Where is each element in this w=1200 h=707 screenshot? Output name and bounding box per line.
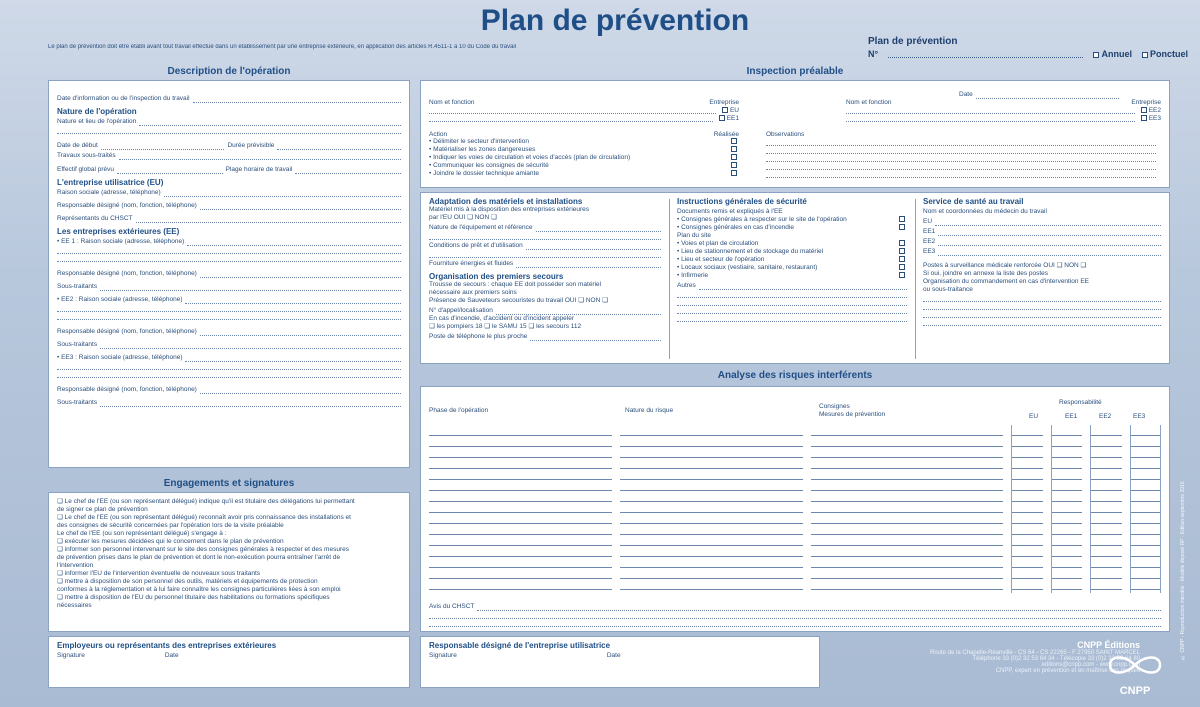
telephone-field[interactable] bbox=[429, 331, 661, 341]
instruction-item[interactable] bbox=[677, 264, 907, 272]
cnpp-web: editions@cnpp.com - www.cnpp.com bbox=[1041, 662, 1140, 668]
engagement-line: l'intervention bbox=[57, 562, 94, 569]
cnpp-address: Route de la Chapelle-Réanville - CS 64 - CS 22265 - F 27950 SAINT MARCEL bbox=[930, 650, 1140, 656]
appel-label: N° d'appel/localisation bbox=[429, 307, 493, 314]
date-eu-field[interactable]: Date bbox=[606, 652, 621, 659]
ee1-field[interactable] bbox=[57, 236, 401, 246]
annuel-checkbox[interactable] bbox=[1093, 52, 1099, 58]
action-item[interactable] bbox=[429, 170, 739, 178]
sante-ee2-label: EE2 bbox=[923, 238, 936, 245]
risques-header bbox=[429, 391, 1161, 425]
dots bbox=[516, 261, 661, 268]
ee3-label: • EE3 : Raison sociale (adresse, téléphone) bbox=[57, 354, 183, 361]
instruction-checkbox[interactable] bbox=[899, 224, 905, 230]
dotted-line[interactable] bbox=[429, 232, 661, 240]
signature-eu-field[interactable]: Signature bbox=[429, 652, 457, 659]
dots bbox=[119, 153, 401, 160]
plan-label: Plan de prévention bbox=[868, 36, 958, 47]
phase-column[interactable] bbox=[429, 425, 612, 593]
dots bbox=[526, 243, 661, 250]
instructions-title: Instructions générales de sécurité bbox=[677, 197, 807, 206]
eu-responsable-field[interactable] bbox=[57, 200, 401, 210]
dotted-line[interactable] bbox=[923, 318, 1161, 326]
secours-oui-non[interactable]: Présence de Sauveteurs secouristes du travail OUI ❑ NON ❑ bbox=[429, 297, 608, 304]
engagement-line: de prévention prises dans le plan de prévention et dont le non-exécution pourra entraîner l'arrêt de bbox=[57, 554, 341, 561]
ee1-checkbox[interactable] bbox=[719, 115, 725, 121]
nom-fonction-line-3[interactable] bbox=[846, 106, 1135, 114]
instruction-checkbox[interactable] bbox=[899, 240, 905, 246]
ee2-label: EE2 bbox=[1148, 107, 1161, 114]
sante-eu-field[interactable] bbox=[923, 216, 1161, 226]
instruction-checkbox[interactable] bbox=[899, 248, 905, 254]
dots bbox=[295, 167, 401, 174]
signature-ee-panel bbox=[48, 636, 410, 688]
dots bbox=[477, 604, 1161, 611]
engagement-line: conformes à la réglementation et à lui faire connaître les consignes particulières liées à son emploi bbox=[57, 586, 341, 593]
dots bbox=[193, 96, 401, 103]
materiels-oui-non[interactable]: par l'EU OUI ❑ NON ❑ bbox=[429, 214, 497, 221]
date-debut-row[interactable] bbox=[57, 140, 401, 150]
instruction-text: • Consignes générales à respecter sur le site de l'opération bbox=[677, 216, 847, 223]
dotted-line[interactable] bbox=[57, 312, 401, 320]
col-ee1-header: EE1 bbox=[1065, 413, 1078, 420]
conditions-field[interactable] bbox=[429, 240, 661, 250]
instruction-checkbox[interactable] bbox=[899, 216, 905, 222]
risques-panel bbox=[420, 386, 1170, 632]
dots bbox=[938, 239, 1161, 246]
materiels-text: Matériel mis à la disposition des entreprises extérieures bbox=[429, 206, 590, 213]
description-title: Description de l'opération bbox=[167, 66, 291, 77]
dots bbox=[101, 143, 225, 150]
ee2-label: • EE2 : Raison sociale (adresse, téléphone) bbox=[57, 296, 183, 303]
observations-line[interactable] bbox=[766, 146, 1156, 154]
consignes-header: Consignes bbox=[819, 403, 850, 410]
annuel-option[interactable] bbox=[1093, 49, 1132, 59]
sous-traitants-label: Sous-traitants bbox=[57, 283, 98, 290]
dots bbox=[530, 334, 661, 341]
dots bbox=[164, 190, 401, 197]
mesures-column[interactable] bbox=[811, 425, 1004, 593]
dots bbox=[100, 284, 401, 291]
action-checkbox[interactable] bbox=[731, 154, 737, 160]
equipement-label: Nature de l'équipement et référence bbox=[429, 224, 533, 231]
conditions-label: Conditions de prêt et d'utilisation bbox=[429, 242, 523, 249]
dotted-line[interactable] bbox=[923, 310, 1161, 318]
instruction-text: • Voies et plan de circulation bbox=[677, 240, 759, 247]
effectif-label: Effectif global prévu bbox=[57, 166, 114, 173]
ee1-responsable-field[interactable] bbox=[57, 268, 401, 278]
nom-fonction-line-1[interactable] bbox=[429, 106, 716, 114]
materiels-block bbox=[429, 197, 661, 341]
fourniture-field[interactable] bbox=[429, 258, 661, 268]
sante-ee1-label: EE1 bbox=[923, 228, 936, 235]
eu-label: EU bbox=[729, 107, 739, 114]
responsable-eu-title: Responsable désigné de l'entreprise utilisatrice bbox=[429, 641, 611, 650]
engagement-line[interactable]: ❑ informer l'EU de l'intervention éventuelle de nouveaux sous traitants bbox=[57, 570, 261, 577]
cnpp-phone: Téléphone 33 (0)2 32 53 64 34 - Télécopie 33 (0)2 32 53 64 80 bbox=[972, 656, 1140, 662]
ee2-checkbox[interactable] bbox=[1141, 107, 1147, 113]
signature-ee-field[interactable]: Signature bbox=[57, 652, 85, 659]
dots bbox=[938, 229, 1161, 236]
page-title: Plan de prévention bbox=[480, 4, 750, 37]
plan-site-label: Plan du site bbox=[677, 232, 711, 239]
ponctuel-checkbox[interactable] bbox=[1142, 52, 1148, 58]
instruction-item[interactable] bbox=[677, 248, 907, 256]
cnpp-name: CNPP Éditions bbox=[1077, 640, 1140, 650]
instruction-text: • Lieu et secteur de l'opération bbox=[677, 256, 765, 263]
ee2-field[interactable] bbox=[57, 294, 401, 304]
dotted-line[interactable] bbox=[57, 362, 401, 370]
instruction-text: • Locaux sociaux (vestiaire, sanitaire, restaurant) bbox=[677, 264, 818, 271]
dotted-line[interactable] bbox=[429, 619, 1161, 627]
dots bbox=[200, 203, 401, 210]
ee3-field[interactable] bbox=[57, 352, 401, 362]
instruction-item[interactable] bbox=[677, 256, 907, 264]
ee3-column[interactable] bbox=[1130, 425, 1161, 593]
inspection-right-block bbox=[846, 99, 1161, 122]
chsct-label: Représentants du CHSCT bbox=[57, 215, 133, 222]
avis-chsct-label: Avis du CHSCT bbox=[429, 603, 475, 610]
observations-line[interactable] bbox=[766, 162, 1156, 170]
travaux-label: Travaux sous-traités bbox=[57, 152, 116, 159]
dots bbox=[938, 249, 1161, 256]
middle-panel bbox=[420, 192, 1170, 364]
observations-line[interactable] bbox=[766, 138, 1156, 146]
secours-options[interactable]: ❑ les pompiers 18 ❑ le SAMU 15 ❑ les secours 112 bbox=[429, 323, 582, 330]
dotted-line[interactable] bbox=[429, 611, 1161, 619]
eu-option[interactable] bbox=[722, 107, 739, 114]
dots bbox=[496, 308, 661, 315]
mesures-header: Mesures de prévention bbox=[819, 411, 886, 418]
instruction-item[interactable] bbox=[677, 224, 907, 232]
eu-column[interactable] bbox=[1011, 425, 1042, 593]
actions-block bbox=[429, 131, 739, 178]
ee3-sous-traitants-field[interactable] bbox=[57, 397, 401, 407]
engagements-panel bbox=[48, 492, 410, 632]
sante-ee2-field[interactable] bbox=[923, 236, 1161, 246]
dots bbox=[699, 283, 907, 290]
ee1-column[interactable] bbox=[1051, 425, 1082, 593]
instruction-text: • Consignes générales en cas d'incendie bbox=[677, 224, 794, 231]
ee1-sous-traitants-field[interactable] bbox=[57, 281, 401, 291]
dotted-line[interactable] bbox=[57, 254, 401, 262]
description-panel bbox=[48, 80, 410, 468]
engagement-line[interactable]: ❑ mettre à disposition de l'EU du personnel titulaire des habilitations ou formations spécifiques bbox=[57, 594, 330, 601]
dots bbox=[100, 342, 401, 349]
dots bbox=[935, 219, 1161, 226]
instruction-checkbox[interactable] bbox=[899, 272, 905, 278]
ee3-option[interactable] bbox=[1141, 115, 1161, 122]
dots bbox=[139, 119, 401, 126]
telephone-label: Poste de téléphone le plus proche bbox=[429, 333, 528, 340]
appel-field[interactable] bbox=[429, 305, 661, 315]
dots bbox=[136, 216, 401, 223]
eu-title: L'entreprise utilisatrice (EU) bbox=[57, 178, 164, 187]
ee1-label: • EE 1 : Raison sociale (adresse, téléphone) bbox=[57, 238, 185, 245]
dots bbox=[277, 143, 401, 150]
dotted-line[interactable] bbox=[923, 302, 1161, 310]
effectif-row[interactable] bbox=[57, 164, 401, 174]
equipement-field[interactable] bbox=[429, 222, 661, 232]
fourniture-label: Fourniture énergies et fluides bbox=[429, 260, 514, 267]
observations-block bbox=[766, 131, 1156, 178]
annuel-label: Annuel bbox=[1101, 49, 1132, 59]
ee2-responsable-field[interactable] bbox=[57, 326, 401, 336]
ee2-sous-traitants-field[interactable] bbox=[57, 339, 401, 349]
autres-field[interactable] bbox=[677, 280, 907, 290]
eu-checkbox[interactable] bbox=[722, 107, 728, 113]
ee3-label: EE3 bbox=[1148, 115, 1161, 122]
divider bbox=[915, 199, 916, 359]
eu-raison-field[interactable] bbox=[57, 187, 401, 197]
ee1-option[interactable] bbox=[719, 115, 739, 122]
engagement-line[interactable]: ❑ informer son personnel intervenant sur le site des consignes générales à respecter et des mesures bbox=[57, 546, 349, 553]
dots bbox=[187, 239, 401, 246]
dotted-line[interactable] bbox=[677, 314, 907, 322]
dots bbox=[200, 271, 401, 278]
action-text: • Communiquer les consignes de sécurité bbox=[429, 162, 549, 169]
engagement-line: de signer ce plan de prévention bbox=[57, 506, 148, 513]
dots bbox=[536, 225, 662, 232]
documents-label: Documents remis et expliqués à l'EE bbox=[677, 208, 783, 215]
instruction-checkbox[interactable] bbox=[899, 256, 905, 262]
observations-line[interactable] bbox=[766, 154, 1156, 162]
instruction-item[interactable] bbox=[677, 216, 907, 224]
eu-responsable-label: Responsable désigné (nom, fonction, téléphone) bbox=[57, 202, 197, 209]
instructions-block bbox=[677, 197, 907, 322]
nom-fonction-line-4[interactable] bbox=[846, 114, 1135, 122]
responsabilite-header: Responsabilité bbox=[1059, 399, 1102, 406]
col-eu-header: EU bbox=[1029, 413, 1039, 420]
divider bbox=[669, 199, 670, 359]
dotted-line[interactable] bbox=[677, 306, 907, 314]
sante-eu-label: EU bbox=[923, 218, 933, 225]
dotted-line[interactable] bbox=[429, 250, 661, 258]
inspection-panel bbox=[420, 80, 1170, 188]
chsct-field[interactable] bbox=[57, 213, 401, 223]
si-oui-text: Si oui, joindre en annexe la liste des postes bbox=[923, 270, 1049, 277]
dotted-line[interactable] bbox=[57, 304, 401, 312]
date-ee-field[interactable]: Date bbox=[164, 652, 179, 659]
no-label: N° bbox=[868, 49, 879, 59]
dots bbox=[185, 297, 401, 304]
risques-title: Analyse des risques interférents bbox=[717, 370, 873, 381]
observations-line[interactable] bbox=[766, 170, 1156, 178]
secours-text: nécessaire aux premiers soins bbox=[429, 289, 517, 296]
action-checkbox[interactable] bbox=[731, 162, 737, 168]
observations-label: Observations bbox=[766, 131, 805, 138]
ee3-responsable-field[interactable] bbox=[57, 384, 401, 394]
plage-label: Plage horaire de travail bbox=[225, 166, 293, 173]
col-ee3-header: EE3 bbox=[1133, 413, 1146, 420]
avis-chsct-field[interactable] bbox=[429, 601, 1161, 611]
sante-ee3-label: EE3 bbox=[923, 248, 936, 255]
autres-label: Autres bbox=[677, 282, 696, 289]
eu-raison-label: Raison sociale (adresse, téléphone) bbox=[57, 189, 161, 196]
nature-lieu-field[interactable] bbox=[57, 116, 401, 126]
action-label: Action bbox=[429, 131, 448, 138]
dots bbox=[185, 355, 401, 362]
ee1-responsable-label: Responsable désigné (nom, fonction, téléphone) bbox=[57, 270, 197, 277]
ponctuel-option[interactable] bbox=[1142, 49, 1188, 59]
sante-block bbox=[923, 197, 1161, 326]
risques-grid bbox=[429, 425, 1161, 593]
sous-traitants-label: Sous-traitants bbox=[57, 399, 98, 406]
action-checkbox[interactable] bbox=[731, 146, 737, 152]
engagements-title: Engagements et signatures bbox=[163, 478, 295, 489]
plan-number-field[interactable] bbox=[888, 50, 1083, 58]
dots bbox=[200, 387, 401, 394]
secours-title: Organisation des premiers secours bbox=[429, 272, 564, 281]
cnpp-logo bbox=[1100, 650, 1170, 695]
action-text: • Indiquer les voies de circulation et voies d'accès (plan de circulation) bbox=[429, 154, 631, 161]
nom-fonction-line-2[interactable] bbox=[429, 114, 713, 122]
dots bbox=[100, 400, 401, 407]
nom-fonction-label: Nom et fonction bbox=[429, 99, 475, 106]
dotted-line[interactable] bbox=[677, 290, 907, 298]
date-debut-label: Date de début bbox=[57, 142, 98, 149]
travaux-field[interactable] bbox=[57, 150, 401, 160]
ee2-responsable-label: Responsable désigné (nom, fonction, téléphone) bbox=[57, 328, 197, 335]
realisee-label: Réalisée bbox=[713, 131, 739, 138]
dots bbox=[117, 167, 223, 174]
dots bbox=[976, 92, 1119, 99]
nature-lieu-label: Nature et lieu de l'opération bbox=[57, 118, 137, 125]
instruction-text: • Lieu de stationnement et de stockage du matériel bbox=[677, 248, 824, 255]
dotted-line[interactable] bbox=[57, 126, 401, 134]
date-inspection-label: Date d'information ou de l'inspection du travail bbox=[57, 95, 190, 102]
nature-column[interactable] bbox=[620, 425, 803, 593]
dotted-line[interactable] bbox=[677, 298, 907, 306]
col-ee2-header: EE2 bbox=[1099, 413, 1112, 420]
ee-title: Les entreprises extérieures (EE) bbox=[57, 227, 180, 236]
sante-ee1-field[interactable] bbox=[923, 226, 1161, 236]
inspection-title: Inspection préalable bbox=[746, 66, 844, 77]
ee1-label: EE1 bbox=[726, 115, 739, 122]
engagement-line: des consignes de sécurité concernées par l'opération lors de la visite préalable bbox=[57, 522, 284, 529]
instruction-item[interactable] bbox=[677, 272, 907, 280]
entreprise-label: Entreprise bbox=[1131, 99, 1161, 106]
cnpp-logo-icon bbox=[1100, 650, 1170, 680]
action-item[interactable] bbox=[429, 154, 739, 162]
secours-text: En cas d'incendie, d'accident ou d'incident appeler bbox=[429, 315, 575, 322]
employeurs-title: Employeurs ou représentants des entreprises extérieures bbox=[57, 641, 277, 650]
orga-text: Organisation du commandement en cas d'intervention EE bbox=[923, 278, 1090, 285]
ee3-responsable-label: Responsable désigné (nom, fonction, téléphone) bbox=[57, 386, 197, 393]
ee2-column[interactable] bbox=[1090, 425, 1121, 593]
nature-title: Nature de l'opération bbox=[57, 107, 137, 116]
plan-number-box bbox=[868, 36, 1188, 59]
dotted-line[interactable] bbox=[57, 246, 401, 254]
signature-eu-panel bbox=[420, 636, 820, 688]
cnpp-footer bbox=[840, 640, 1140, 674]
action-checkbox[interactable] bbox=[731, 138, 737, 144]
sous-traitants-label: Sous-traitants bbox=[57, 341, 98, 348]
engagement-line[interactable]: ❑ exécuter les mesures décidées qui le concernent dans le plan de prévention bbox=[57, 538, 284, 545]
action-text: • Délimiter le secteur d'intervention bbox=[429, 138, 529, 145]
engagement-line[interactable]: ❑ Le chef de l'EE (ou son représentant délégué) reconnaît avoir pris connaissance des installations et bbox=[57, 514, 351, 521]
medecin-label: Nom et coordonnées du médecin du travail bbox=[923, 208, 1047, 215]
duree-label: Durée prévisible bbox=[227, 142, 275, 149]
postes-oui-non[interactable]: Postes à surveillance médicale renforcée OUI ❑ NON ❑ bbox=[923, 262, 1087, 269]
entreprise-label: Entreprise bbox=[709, 99, 739, 106]
ee2-option[interactable] bbox=[1141, 107, 1161, 114]
inspection-left-block bbox=[429, 99, 739, 122]
dotted-line[interactable] bbox=[923, 294, 1161, 302]
instruction-text: • Infirmerie bbox=[677, 272, 709, 279]
engagement-line: nécessaires bbox=[57, 602, 92, 609]
cnpp-logo-text: CNPP bbox=[1119, 685, 1151, 697]
materiels-title: Adaptation des matériels et installations bbox=[429, 197, 583, 206]
ee3-checkbox[interactable] bbox=[1141, 115, 1147, 121]
engagement-line[interactable]: ❑ Le chef de l'EE (ou son représentant délégué) indique qu'il est titulaire des délégations lui permettant bbox=[57, 498, 355, 505]
inspection-date-field[interactable] bbox=[959, 89, 1119, 99]
sous-traitance-text: ou sous-traitance bbox=[923, 286, 973, 293]
side-copyright: © CNPP - Reproduction interdite - Modèle déposé RP - Édition septembre 2016 bbox=[1180, 481, 1186, 660]
intro-text: Le plan de prévention doit être établi avant tout travail effectué dans un établissement par une entreprise extérieure, en application des articles R.4511-1 à 10 du Code du travail bbox=[48, 44, 517, 50]
engagement-line[interactable]: ❑ mettre à disposition de son personnel des outils, matériels et équipements de protection bbox=[57, 578, 318, 585]
phase-header: Phase de l'opération bbox=[429, 407, 489, 414]
date-inspection-field[interactable] bbox=[57, 93, 401, 103]
instruction-checkbox[interactable] bbox=[899, 264, 905, 270]
action-checkbox[interactable] bbox=[731, 170, 737, 176]
action-item[interactable] bbox=[429, 138, 739, 146]
nom-fonction-label: Nom et fonction bbox=[846, 99, 892, 106]
action-item[interactable] bbox=[429, 162, 739, 170]
dots bbox=[200, 329, 401, 336]
sante-ee3-field[interactable] bbox=[923, 246, 1161, 256]
inspection-date-label: Date bbox=[959, 91, 973, 98]
engagement-line: Le chef de l'EE (ou son représentant délégué) s'engage à : bbox=[57, 530, 227, 537]
sante-title: Service de santé au travail bbox=[923, 197, 1024, 206]
dotted-line[interactable] bbox=[57, 370, 401, 378]
action-item[interactable] bbox=[429, 146, 739, 154]
ponctuel-label: Ponctuel bbox=[1149, 49, 1188, 59]
nature-header: Nature du risque bbox=[625, 407, 674, 414]
secours-text: Trousse de secours : chaque EE doit posséder son matériel bbox=[429, 281, 602, 288]
action-text: • Matérialiser les zones dangereuses bbox=[429, 146, 536, 153]
action-text: • Joindre le dossier technique amiante bbox=[429, 170, 539, 177]
instruction-item[interactable] bbox=[677, 240, 907, 248]
cnpp-tagline: CNPP, expert en prévention et en maîtrise des risques bbox=[995, 668, 1140, 674]
